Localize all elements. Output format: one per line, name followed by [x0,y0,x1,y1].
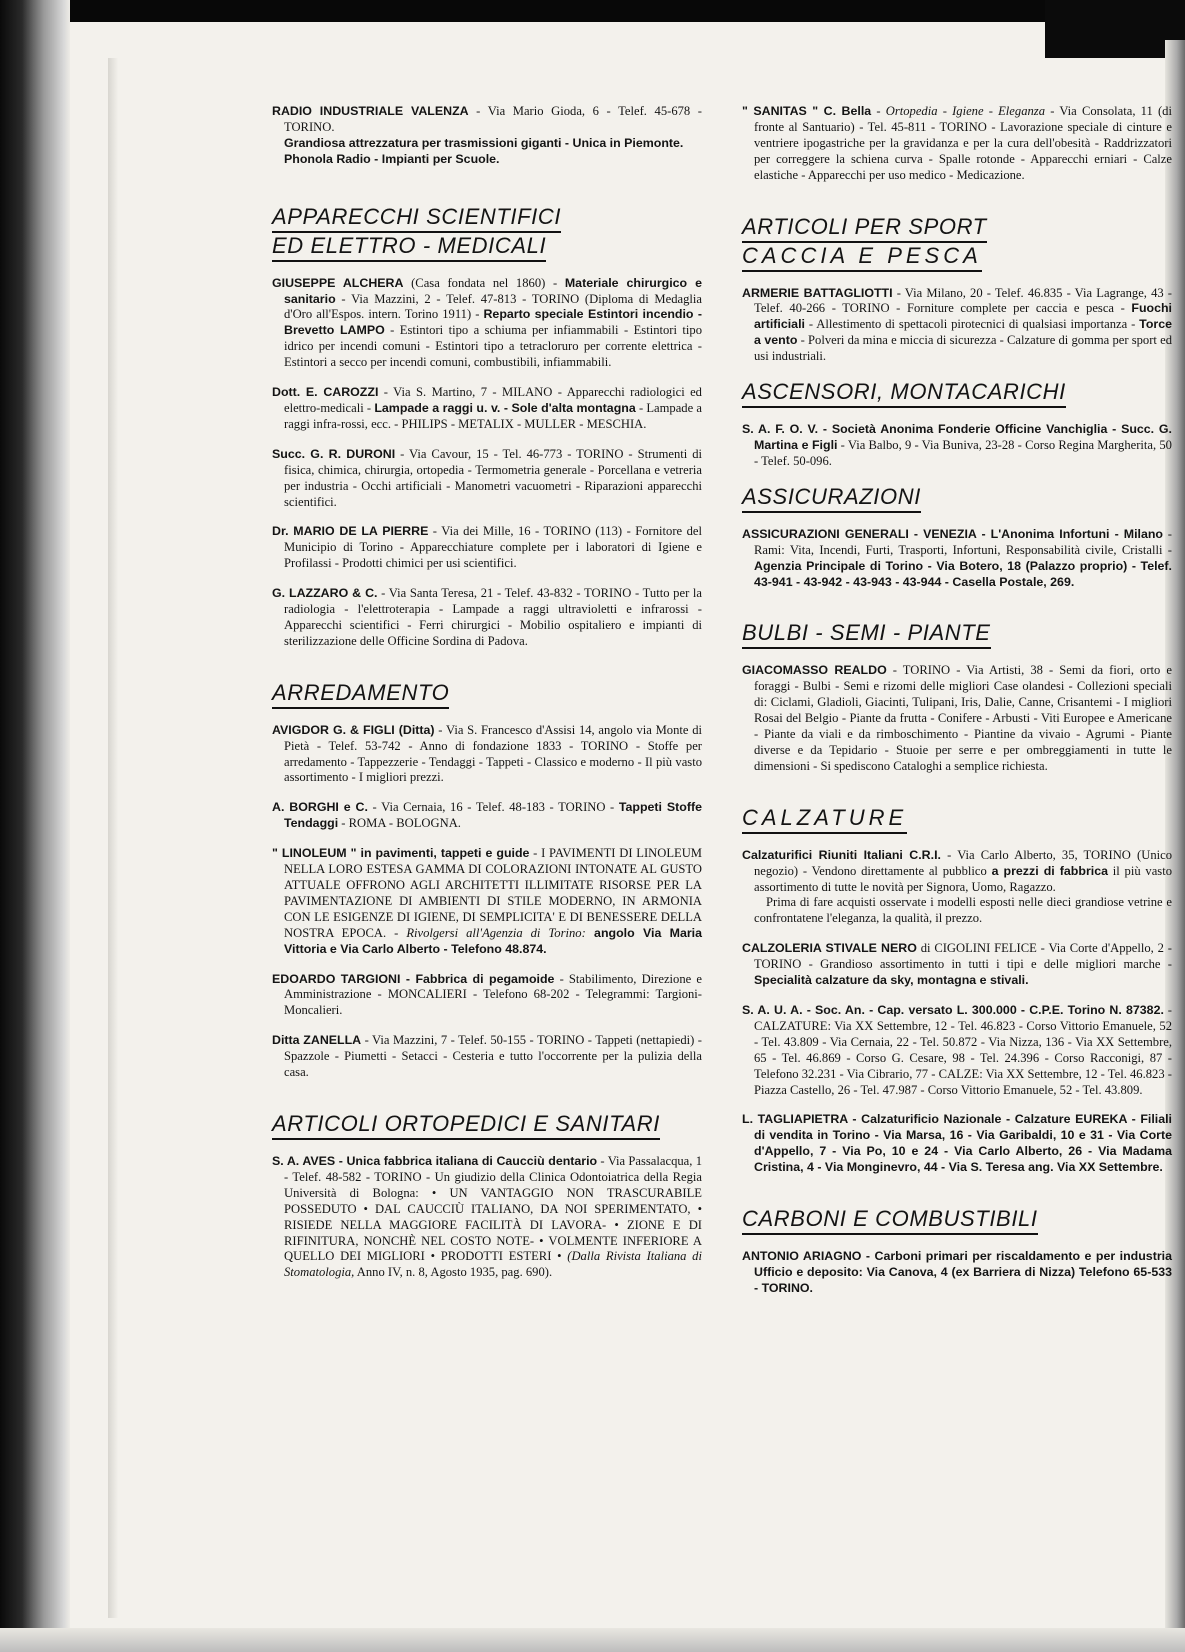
scan-border-bottom [0,1628,1185,1652]
listing-borghi: A. BORGHI e C. - Via Cernaia, 16 - Telef. 48-183 - TORINO - Tappeti Stoffe Tendaggi - ROMA - BOLOGNA. [272,800,702,831]
listing-tagliapietra: L. TAGLIAPIETRA - Calzaturificio Nazionale - Calzature EUREKA - Filiali di vendita in Torino - Via Marsa, 16 - Via Garibaldi, 10 e 31 - Via Corte d'Appello, 7 - Via Po, 10 e 24 - Via Carlo Alberto, 26 - Via Madama Cristina, 4 - Via Monginevro, 44 - Via S. Teresa ang. Via XX Settembre. [742,1112,1172,1175]
section-heading-bulbi: BULBI - SEMI - PIANTE [742,620,1172,649]
listing-carozzi: Dott. E. CAROZZI - Via S. Martino, 7 - MILANO - Apparecchi radiologici ed elettro-medicali - Lampade a raggi u. v. - Sole d'alta montagna - Lampade a raggi infra-rossi, ecc. - PHILIPS - METALIX - MULLER - MESCHIA. [272,385,702,431]
scan-page-edge [108,58,118,1618]
scan-border-top-right [1045,0,1185,58]
right-column [742,104,1172,1311]
listing-alchera: GIUSEPPE ALCHERA (Casa fondata nel 1860) - Materiale chirurgico e sanitario - Via Mazzini, 2 - Telef. 47-813 - TORINO (Diploma di Medaglia d'Oro all'Espos. intern. Torino 1911) - Reparto speciale Estintori incendio - Brevetto LAMPO - Estintori tipo a schiuma per infiammabili - Estintori tipo idrico per incendi comuni - Estintori tipo a tetracloruro per corrente elettrica - Estintori a secco per incendi comuni, combustibili, infiammabili. [272,275,702,370]
section-heading-carboni: CARBONI E COMBUSTIBILI [742,1206,1172,1235]
listing-calzoleria-stivale-nero: CALZOLERIA STIVALE NERO di CIGOLINI FELICE - Via Corte d'Appello, 2 - TORINO - Grandioso assortimento in tutti i tipi e delle migliori marche - Specialità calzature da sky, montagna e stivali. [742,941,1173,988]
listing-highlight: Grandiosa attrezzatura per trasmissioni giganti - Unica in Piemonte. [284,135,684,150]
section-heading-ascensori: ASCENSORI, MONTACARICHI [742,379,1172,408]
listing-highlight: Phonola Radio - Impianti per Scuole. [284,151,500,166]
scan-book-gutter [0,0,70,1652]
listing-battagliotti: ARMERIE BATTAGLIOTTI - Via Milano, 20 - Telef. 46.835 - Via Lagrange, 43 - Telef. 40-266 - TORINO - Forniture complete per caccia e pesca - Fuochi artificiali - Allestimento di spettacoli pirotecnici di qualsiasi importanza - Torce a vento - Polveri da mina e miccia di sicurezza - Calzature di gomma per sport ed usi industriali. [742,285,1172,364]
listing-giacomasso: GIACOMASSO REALDO - TORINO - Via Artisti, 38 - Semi da fiori, orto e foraggi - Bulbi - Semi e rizomi delle migliori Case olandesi - Collezioni speciali di: Ciclami, Gladioli, Giacinti, Tulipani, Iris, Dalie, Canne, Crisantemi - I migliori Rosai del Belgio - Piante da frutta - Conifere - Arbusti - Viti Europee e Americane - Piante da viali e da rimboschimento - Piantine da vivaio - Agrumi - Piante diverse e da Tepidario - Stuoie per serre e per ombreggiamenti in tutte le dimensioni - Si spediscono Cataloghi a semplice richiesta. [742,663,1172,773]
listing-lazzaro: G. LAZZARO & C. - Via Santa Teresa, 21 - Telef. 43-832 - TORINO - Tutto per la radiologia - l'elettroterapia - Lampade a raggi ultravioletti e infrarossi - Apparecchi scientifici - Ferri chirurgici - Mobilio ospitaliero e impianti di sterilizzazione delle Officine Sordina di Padova. [272,586,703,648]
listing-radio-industriale-valenza: RADIO INDUSTRIALE VALENZA - Via Mario Gioda, 6 - Telef. 45-678 - TORINO. Grandiosa attrezzatura per trasmissioni giganti - Unica in Piemonte. Phonola Radio - Impianti per Scuole. [272,104,702,166]
listing-name: RADIO INDUSTRIALE VALENZA [272,104,469,118]
listing-avigdor: AVIGDOR G. & FIGLI (Ditta) - Via S. Francesco d'Assisi 14, angolo via Monte di Pietà - Telef. 53-742 - Anno di fondazione 1833 - TORINO - Stoffe per arredamento - Tappezzerie - Tendaggi - Tappeti - Classico e moderno - Il più vasto assortimento - I migliori prezzi. [272,722,702,785]
section-heading-apparecchi-scientifici: APPARECCHI SCIENTIFICI ED ELETTRO - MEDICALI [272,204,702,262]
listing-duroni: Succ. G. R. DURONI - Via Cavour, 15 - Tel. 46-773 - TORINO - Strumenti di fisica, chimica, chirurgia, ortopedia - Termometria generale - Porcellana e vetreria per industria - Occhi artificiali - Manometri vacuometri - Riparazioni apparecchi scientifici. [272,446,702,509]
left-column [272,104,702,1295]
listing-calzaturifici-riuniti: Calzaturifici Riuniti Italiani C.R.I. - Via Carlo Alberto, 35, TORINO (Unico negozio) - Vendono direttamente al pubblico a prezzi di fabbrica il più vasto assortimento di tutte le novità per Signora, Uomo, Ragazzo. Prima di fare acquisti osservate i modelli esposti nelle dieci grandiose vetrine e confrontatene l'eleganza, la qualità, il prezzo. [742,847,1173,926]
scan-border-top [0,0,1185,22]
listing-zanella: Ditta ZANELLA - Via Mazzini, 7 - Telef. 50-155 - TORINO - Tappeti (nettapiedi) - Spazzole - Piumetti - Setacci - Cesteria e tutto l'occorrente per la pulizia della casa. [272,1033,702,1080]
listing-de-la-pierre: Dr. MARIO DE LA PIERRE - Via dei Mille, 16 - TORINO (113) - Fornitore del Municipio di Torino - Apparecchiature complete per i laboratori di Igiene e Profilassi - Prodotti chimici per usi scientifici. [272,524,702,571]
section-heading-arredamento: ARREDAMENTO [272,680,702,709]
section-heading-articoli-ortopedici: ARTICOLI ORTOPEDICI E SANITARI [272,1111,702,1140]
listing-aves: S. A. AVES - Unica fabbrica italiana di Caucciù dentario - Via Passalacqua, 1 - Telef. 48-582 - TORINO - Un giudizio della Clinica Odontoiatrica della Regia Università di Bologna: • UN VANTAGGIO NON TRASCURABILE POSSEDUTO • DAL CAUCCIÙ ITALIANO, DA NOI SPERIMENTATO, • RISIEDE NELLA MAGGIORE FACILITÀ DI LAVORA- • ZIONE E DI RIFINITURA, NONCHÈ NEL COSTO NOTE- • VOLMENTE INFERIORE A QUELLO DEI MIGLIORI • PRODOTTI ESTERI • (Dalla Rivista Italiana di Stomatologia, Anno IV, n. 8, Agosto 1935, pag. 690). [272,1153,702,1280]
listing-saua: S. A. U. A. - Soc. An. - Cap. versato L. 300.000 - C.P.E. Torino N. 87382. - CALZATURE: Via XX Settembre, 12 - Tel. 46.823 - Corso Vittorio Emanuele, 52 - Tel. 43.809 - Via Cernaia, 22 - Tel. 50.872 - Via Nizza, 136 - Via XX Settembre, 65 - Tel. 46.869 - Corso G. Cesare, 98 - Tel. 24.396 - Corso Racconigi, 87 - Telefono 32.231 - Via Cibrario, 77 - CALZE: Via XX Settembre, 12 - Tel. 46.823 - Piazza Castello, 26 - Tel. 47.987 - Corso Vittorio Emanuele, 52 - Tel. 43.809. [742,1003,1172,1097]
listing-targioni: EDOARDO TARGIONI - Fabbrica di pegamoide - Stabilimento, Direzione e Amministrazione - MONCALIERI - Telefono 68-202 - Telegrammi: Targioni-Moncalieri. [272,971,702,1018]
listing-safov: S. A. F. O. V. - Società Anonima Fonderie Officine Vanchiglia - Succ. G. Martina e Figli - Via Balbo, 9 - Via Buniva, 23-28 - Corso Regina Margherita, 50 - Telef. 50-096. [742,422,1172,468]
section-heading-articoli-sport: ARTICOLI PER SPORT CACCIA E PESCA [742,214,1172,272]
listing-linoleum: " LINOLEUM " in pavimenti, tappeti e guide - I PAVIMENTI DI LINOLEUM NELLA LORO ESTESA GAMMA DI COLORAZIONI INTONATE AL GUSTO ATTUALE OFFRONO AGLI ARCHITETTI ILLIMITATE RISORSE PER LA PAVIMENTAZIONE DI AMBIENTI DI STILE MODERNO, IN ARMONIA CON LE ESIGENZE DI IGIENE, DI SEMPLICITA' E DI BENESSERE DELLA NOSTRA EPOCA. - Rivolgersi all'Agenzia di Torino: angolo Via Maria Vittoria e Via Carlo Alberto - Telefono 48.874. [272,846,703,956]
listing-assicurazioni-generali: ASSICURAZIONI GENERALI - VENEZIA - L'Anonima Infortuni - Milano - Rami: Vita, Incendi, Furti, Trasporti, Infortuni, Responsabilità civile, Cristalli - Agenzia Principale di Torino - Via Botero, 18 (Palazzo proprio) - Telef. 43-941 - 43-942 - 43-943 - 43-944 - Casella Postale, 269. [742,526,1172,589]
listing-sanitas: " SANITAS " C. Bella - Ortopedia - Igiene - Eleganza - Via Consolata, 11 (di fronte al Santuario) - Tel. 45-811 - TORINO - Lavorazione speciale di cinture e ventriere ipogastriche per la gravidanza e per la cura dell'obesità - Raddrizzatori per correggere la schiena curva - Spalle rotonde - Apparecchi erniari - Calze elastiche - Apparecchi per uso medico - Medicazione. [742,104,1172,182]
listing-ariagno: ANTONIO ARIAGNO - Carboni primari per riscaldamento e per industria Ufficio e deposito: Via Canova, 4 (ex Barriera di Nizza) Telefono 65-533 - TORINO. [742,1249,1172,1295]
section-heading-assicurazioni: ASSICURAZIONI [742,484,1172,513]
section-heading-calzature: CALZATURE [742,805,1172,834]
